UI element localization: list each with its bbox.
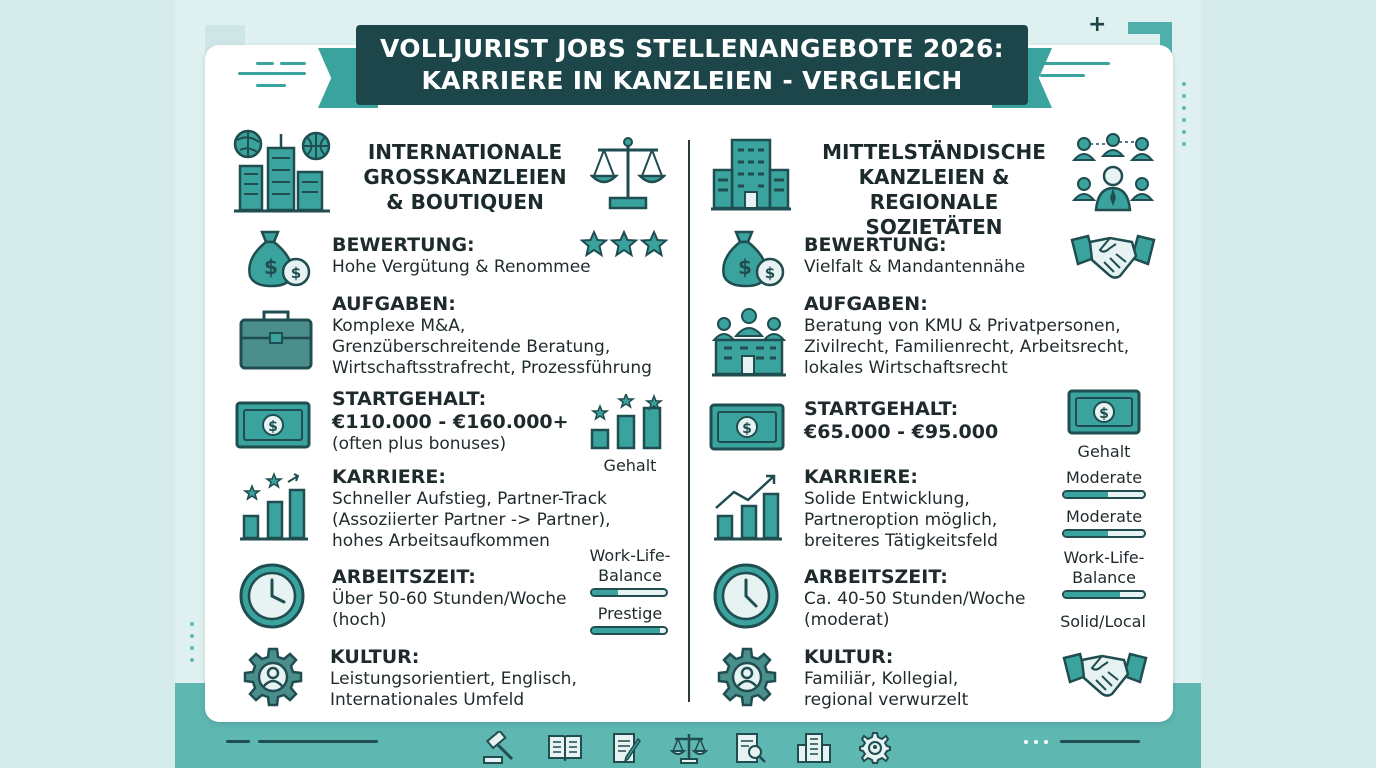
label-line: Work-Life- [589, 546, 671, 565]
label: ARBEITSZEIT: [804, 566, 948, 588]
value-line: Familiär, Kollegial, [804, 669, 959, 689]
money-bag-icon [244, 228, 314, 290]
svg-text:$: $ [1099, 406, 1109, 422]
right-karriere [804, 466, 1054, 552]
value-line: Schneller Aufstieg, Partner-Track [332, 489, 607, 509]
left-karriere [332, 466, 652, 552]
decor-dash [256, 62, 274, 65]
handshake-icon [1070, 232, 1156, 284]
star-icon [612, 232, 636, 255]
value-line: Ca. 40-50 Stunden/Woche [804, 589, 1026, 609]
right-bewertung [804, 234, 1074, 278]
label: KARRIERE: [332, 466, 446, 488]
left-aufgaben [332, 293, 682, 379]
solid-local-label: Solid/Local [1060, 612, 1146, 631]
decor-dash [1040, 74, 1085, 77]
decor-dash [1040, 62, 1110, 65]
svg-text:$: $ [268, 419, 278, 435]
value-line: Wirtschaftsstrafrecht, Prozessführung [332, 358, 652, 378]
right-kultur [804, 646, 1044, 711]
svg-text:$: $ [264, 255, 278, 279]
moderate-label: Moderate [1065, 468, 1143, 487]
salary-value: €65.000 - €95.000 [804, 421, 999, 443]
growth-chart-icon [238, 472, 310, 542]
moderate-level-bar [1062, 529, 1146, 538]
value-line: lokales Wirtschaftsrecht [804, 358, 1008, 378]
label: BEWERTUNG: [332, 234, 475, 256]
wlb-level-bar [590, 588, 668, 597]
svg-text:$: $ [290, 264, 302, 282]
value-line: regional verwurzelt [804, 690, 969, 710]
left-startgehalt [332, 388, 592, 455]
moderate-label: Moderate [1065, 507, 1143, 526]
left-heading-line: GROSSKANZLEIEN [363, 165, 567, 189]
star-icon [593, 406, 607, 419]
book-icon [546, 731, 584, 765]
star-icon [245, 486, 259, 499]
plus-icon: + [1088, 12, 1107, 37]
rating-stars [580, 230, 668, 258]
right-heading [800, 140, 1068, 240]
decor-dot [1044, 740, 1048, 744]
scales-icon [670, 731, 708, 765]
banknote-icon [708, 402, 786, 452]
decor-dash [238, 72, 306, 75]
gehalt-label: Gehalt [1077, 442, 1131, 461]
prestige-label: Prestige [597, 604, 663, 623]
gavel-icon [482, 731, 518, 765]
value-line: Leistungsorientiert, Englisch, [330, 669, 577, 689]
wlb-label [1052, 548, 1156, 588]
growth-chart-icon [712, 472, 784, 542]
people-network-icon [1072, 132, 1154, 214]
wlb-level-bar [1062, 590, 1146, 599]
handshake-icon [1062, 650, 1148, 702]
value-line: Komplexe M&A, [332, 316, 466, 336]
svg-text:$: $ [742, 421, 752, 437]
salary-note: (often plus bonuses) [332, 434, 507, 454]
label-line: Balance [1072, 568, 1136, 587]
gear-person-icon [240, 644, 306, 710]
label: STARTGEHALT: [804, 398, 959, 420]
money-bag-icon [718, 228, 788, 290]
value-line: Beratung von KMU & Privatpersonen, [804, 316, 1121, 336]
gear-icon [858, 731, 892, 765]
left-heading-line: INTERNATIONALE [367, 140, 563, 164]
label: ARBEITSZEIT: [332, 566, 476, 588]
title-banner [356, 25, 1028, 105]
right-arbeitszeit [804, 566, 1054, 631]
moderate-level-bar [1062, 490, 1146, 499]
column-divider [688, 140, 690, 702]
banknote-icon [1066, 388, 1142, 436]
wlb-label [580, 546, 680, 586]
value-line: hohes Arbeitsaufkommen [332, 531, 550, 551]
bottom-icon-strip [482, 731, 902, 765]
decor-dash [258, 740, 378, 743]
value-line: Partneroption möglich, [804, 510, 998, 530]
label-line: Work-Life- [1063, 548, 1145, 567]
clock-icon [238, 562, 306, 630]
star-icon [642, 232, 666, 255]
label: STARTGEHALT: [332, 388, 487, 410]
star-icon [582, 232, 606, 255]
value-line: Solide Entwicklung, [804, 489, 970, 509]
label: KULTUR: [804, 646, 894, 668]
document-pen-icon [610, 731, 644, 765]
decor-dash [226, 740, 250, 743]
background-left [0, 0, 175, 768]
right-startgehalt [804, 398, 1054, 444]
label: AUFGABEN: [804, 293, 928, 315]
value: Hohe Vergütung & Renommee [332, 257, 591, 277]
value-line: Zivilrecht, Familienrecht, Arbeitsrecht, [804, 337, 1130, 357]
label: BEWERTUNG: [804, 234, 947, 256]
value-line: (Assoziierter Partner -> Partner), [332, 510, 611, 530]
value-line: Internationales Umfeld [330, 690, 525, 710]
label: AUFGABEN: [332, 293, 456, 315]
right-heading-line: REGIONALE SOZIETÄTEN [865, 190, 1003, 239]
value-line: breiteres Tätigkeitsfeld [804, 531, 998, 551]
scales-icon [590, 134, 666, 212]
background-right [1201, 0, 1376, 768]
star-icon [619, 394, 633, 407]
left-arbeitszeit [332, 566, 592, 631]
title-line-2: KARRIERE IN KANZLEIEN - VERGLEICH [421, 66, 963, 95]
right-aufgaben [804, 293, 1164, 379]
banknote-icon [234, 400, 312, 450]
svg-text:$: $ [764, 264, 776, 282]
label-line: Balance [598, 566, 662, 585]
salary-bars-icon [588, 394, 668, 450]
houses-people-icon [710, 306, 788, 378]
title-line-1: VOLLJURIST JOBS STELLENANGEBOTE 2026: [380, 34, 1004, 63]
value-line: Über 50-60 Stunden/Woche [332, 589, 567, 609]
label: KARRIERE: [804, 466, 918, 488]
city-globe-icon [232, 128, 332, 214]
document-search-icon [734, 731, 768, 765]
briefcase-icon [238, 306, 314, 372]
gear-person-icon [714, 644, 780, 710]
decor-dash [1060, 740, 1140, 743]
decor-dots [1182, 82, 1186, 154]
right-heading-line: MITTELSTÄNDISCHE [822, 140, 1046, 164]
left-heading [345, 140, 585, 215]
left-heading-line: & BOUTIQUEN [386, 190, 544, 214]
left-kultur [330, 646, 650, 711]
value-line: Grenzüberschreitende Beratung, [332, 337, 611, 357]
decor-dash [256, 84, 286, 87]
star-icon [267, 474, 281, 487]
value: Vielfalt & Mandantennähe [804, 257, 1026, 277]
clock-icon [712, 562, 780, 630]
decor-dash [280, 62, 306, 65]
gehalt-label: Gehalt [603, 456, 657, 475]
value-line: (moderat) [804, 610, 890, 630]
salary-value: €110.000 - €160.000+ [332, 411, 569, 433]
decor-dots [190, 622, 194, 670]
svg-text:$: $ [738, 255, 752, 279]
value-line: (hoch) [332, 610, 387, 630]
decor-dot [1034, 740, 1038, 744]
right-heading-line: KANZLEIEN & [858, 165, 1010, 189]
office-building-icon [710, 136, 792, 212]
prestige-level-bar [590, 626, 668, 635]
label: KULTUR: [330, 646, 420, 668]
decor-dot [1024, 740, 1028, 744]
building-icon [796, 731, 832, 765]
